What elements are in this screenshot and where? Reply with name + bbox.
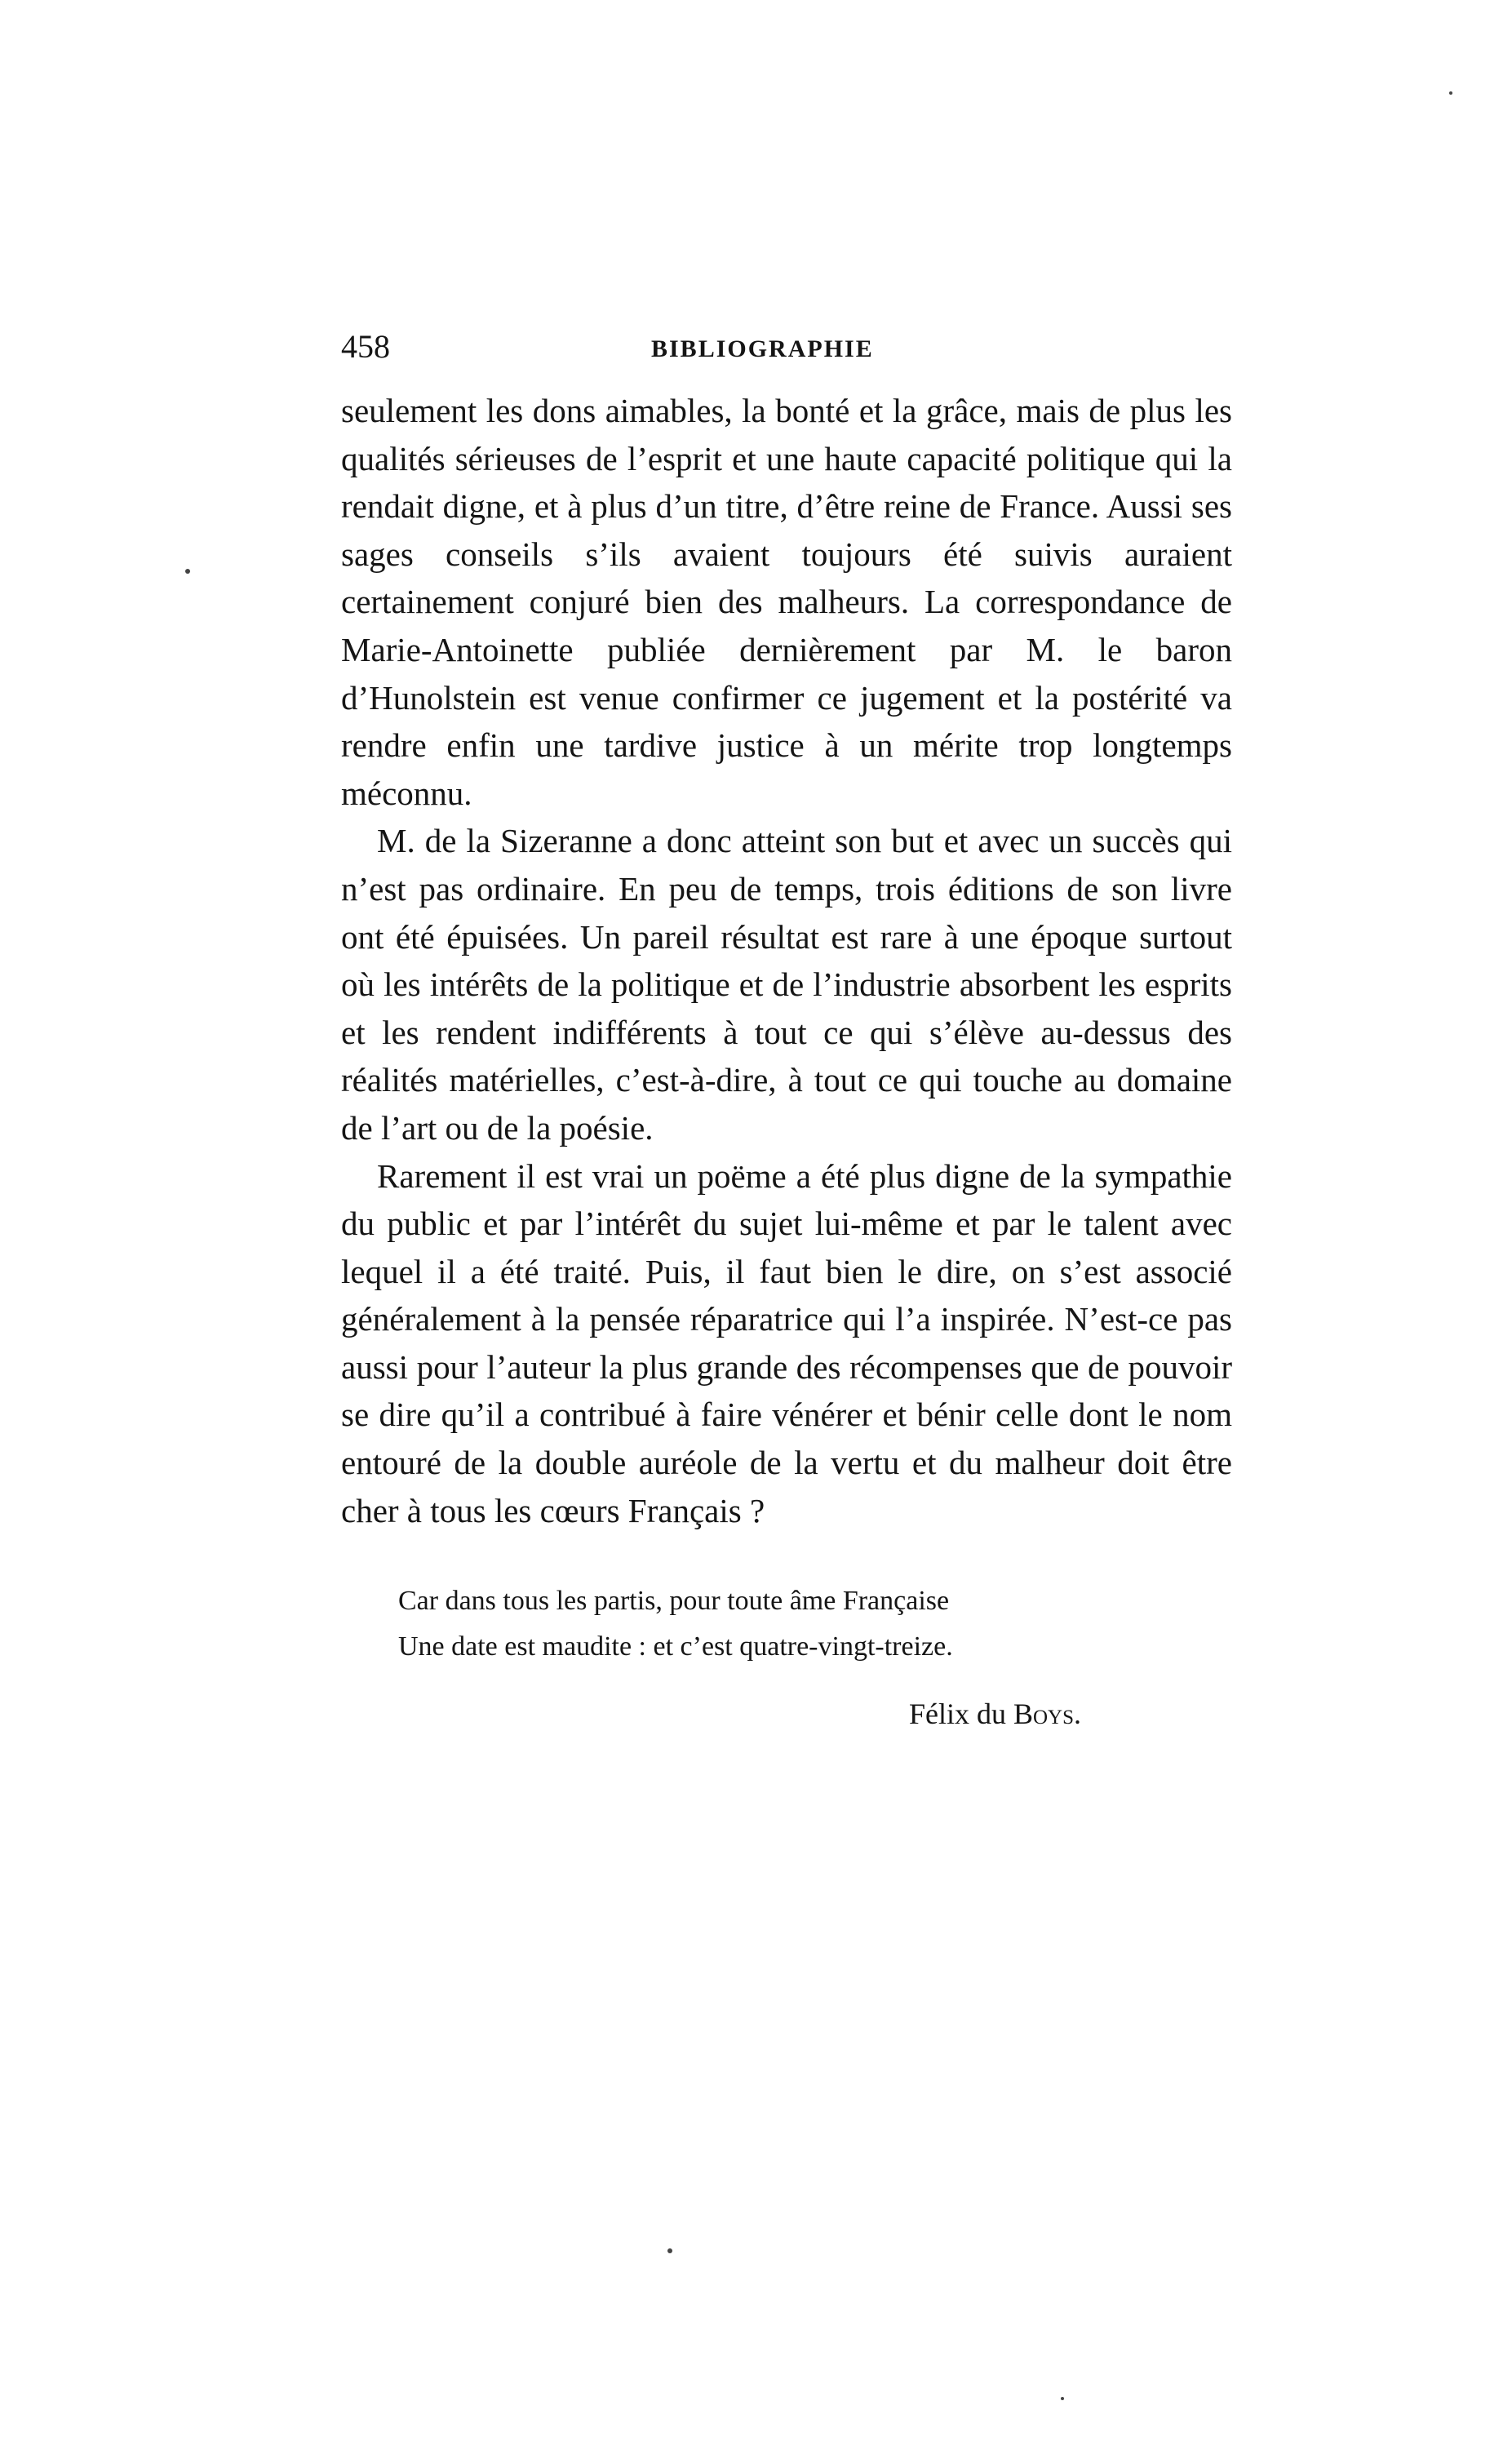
paragraph-poeme: Rarement il est vrai un poëme a été plus digne de la sympathie du public et par l’intérêt du sujet lui-même et par le talent avec lequel il a été traité. Puis, il faut bien le dire, on s’est associé généralement à la pensée réparatrice qui l’a inspirée. N’est-ce pas aussi pour l’auteur la plus grande des récompenses que de pouvoir se dire qu’il a contribué à faire vénérer et bénir celle dont le nom entouré de la double auréole de la vertu et du malheur doit être cher à tous les cœurs Français ? xyxy=(341,1156,1232,1529)
scan-speck xyxy=(1449,91,1452,95)
verse-quote xyxy=(398,1578,1214,1670)
scan-speck xyxy=(1061,2397,1064,2400)
author-signature xyxy=(909,1691,1081,1737)
paragraph-sizeranne: M. de la Sizeranne a donc atteint son but et avec un succès qui n’est pas ordinaire. En peu de temps, trois éditions de son livre ont été épuisées. Un pareil résultat est rare à une époque surtout où les intérêts de la politique et de l’industrie absorbent les esprits et les rendent indifférents à tout ce qui s’élève au-dessus des réalités matérielles, c’est-à-dire, à tout ce qui touche au domaine de l’art ou de la poésie. xyxy=(341,822,1232,1147)
signature-given-name: Félix du xyxy=(908,1698,1006,1730)
verse-line: Car dans tous les partis, pour toute âme Française xyxy=(398,1586,950,1616)
page-header xyxy=(341,326,1232,367)
running-head: BIBLIOGRAPHIE xyxy=(651,335,874,362)
paragraph-continuation: seulement les dons aimables, la bonté et la grâce, mais de plus les qualités sérieuses de l’esprit et une haute capacité politique qui la rendait digne, et à plus d’un titre, d’être reine de France. Aussi ses sages conseils s’ils avaient toujours été suivis auraient certainement conjuré bien des malheurs. La correspondance de Marie-Antoinette publiée dernièrement par M. le baron d’Hunolstein est venue confirmer ce jugement et la postérité va rendre enfin une tardive justice à un mérite trop longtemps méconnu. xyxy=(341,392,1232,812)
scan-speck xyxy=(667,2248,672,2253)
scan-speck xyxy=(185,569,190,574)
verse-line: Une date est maudite : et c’est quatre-vingt-treize. xyxy=(398,1631,953,1662)
body-text xyxy=(341,387,1232,1534)
signature-surname: Boys. xyxy=(1013,1698,1081,1730)
page-number: 458 xyxy=(341,328,390,365)
